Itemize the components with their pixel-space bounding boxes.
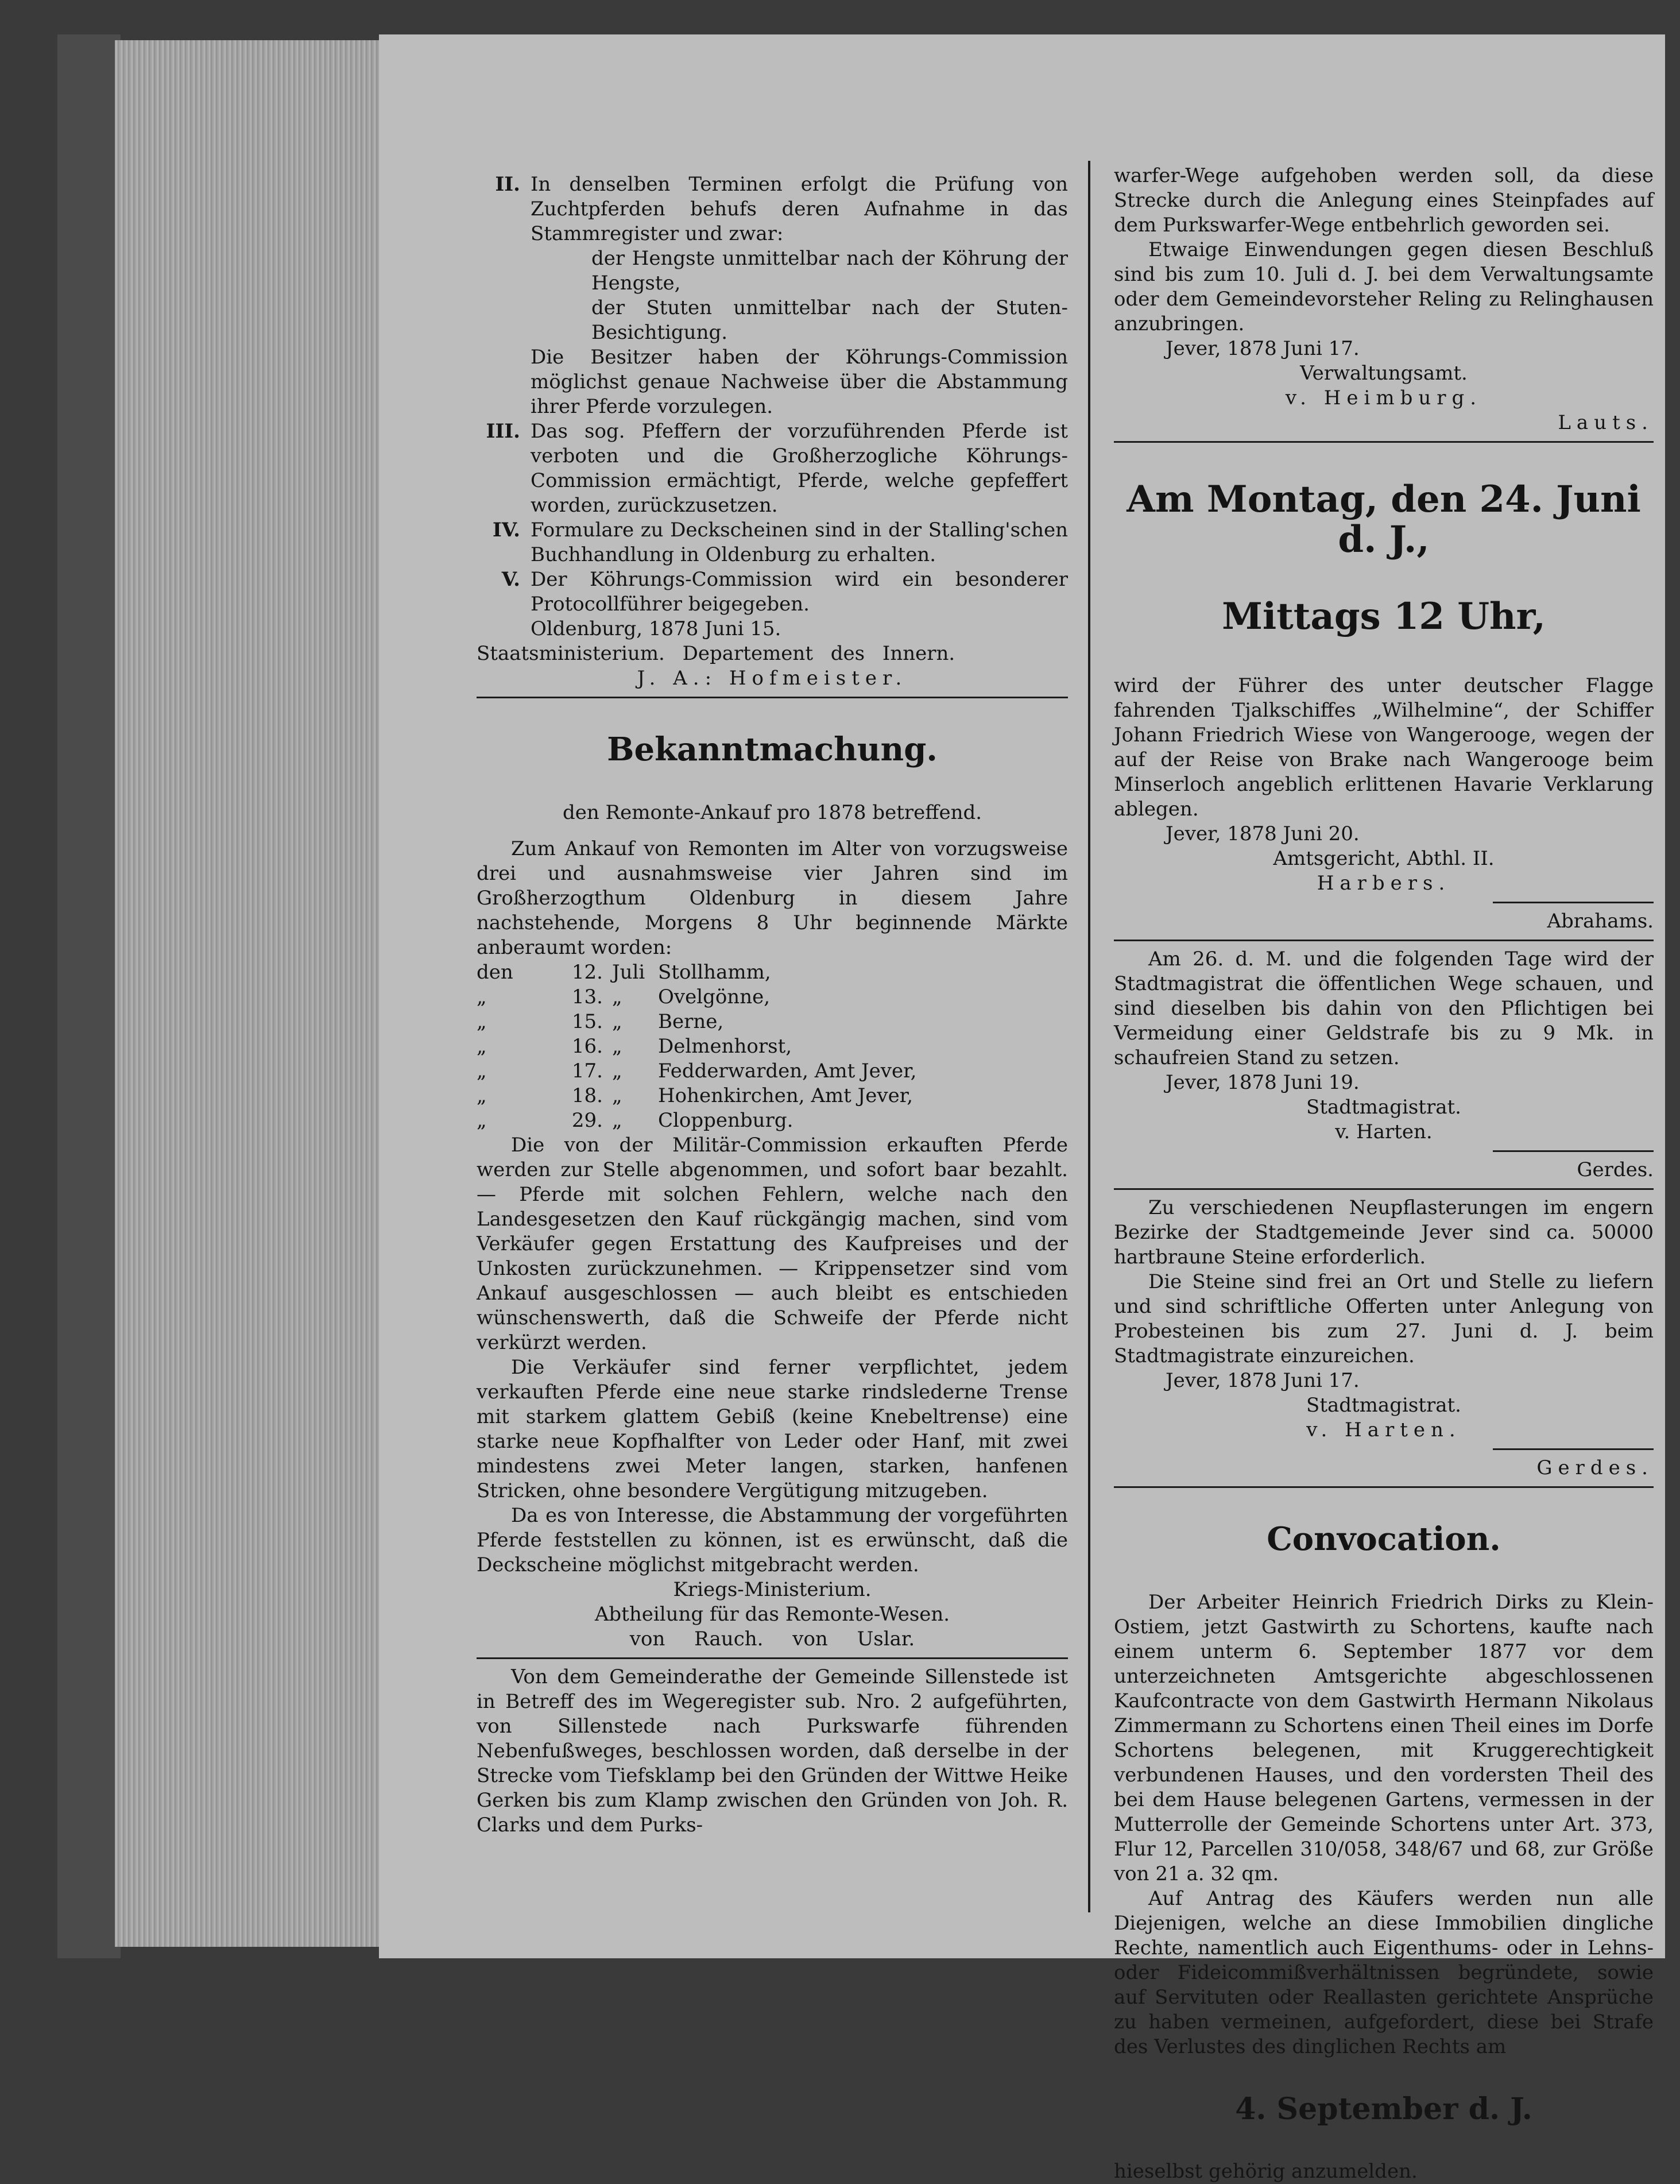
divider (1493, 1448, 1654, 1450)
office-line: Stadtmagistrat. (1306, 1394, 1461, 1417)
market-row (477, 1084, 1068, 1108)
convocation-date: 4. September d. J. (1235, 2092, 1532, 2127)
market-cell: „ (612, 1109, 622, 1132)
owners-paragraph: Die Besitzer haben der Köhrungs-Commission möglichst genaue Nachweise über die Abstammung ihrer Pferde vorzulegen. (531, 346, 1068, 418)
market-cell: „ (477, 1035, 487, 1058)
monday-paragraph: wird der Führer des unter deutscher Flagge fahrenden Tjalkschiffes „Wilhelmine“, der Schiffer Johann Friedrich Wiese von Wangerooge, wegen der auf der Reise von Brake nach Wangerooge beim Minserloch angeblich erlittenen Havarie Verklarung ablegen. (1114, 674, 1654, 821)
divider (1114, 1486, 1654, 1488)
market-cell: Ovelgönne, (658, 985, 771, 1008)
date-line: Jever, 1878 Juni 17. (1166, 1369, 1360, 1392)
signer: v. Heimburg. (1285, 386, 1482, 409)
divider (1114, 940, 1654, 941)
market-cell: Cloppenburg. (658, 1109, 793, 1132)
market-cell: Fedderwarden, Amt Jever, (658, 1060, 917, 1083)
convocation-end: hieselbst gehörig anzumelden. (1114, 2160, 1418, 2183)
market-cell: 18. (571, 1084, 603, 1107)
section-text: In denselben Terminen erfolgt die Prüfung von Zuchtpferden behufs deren Aufnahme in das Stammregister und zwar: (531, 173, 1068, 245)
market-row (477, 1108, 1068, 1133)
section-text: Der Köhrungs-Commission wird ein besonderer Protocollführer beigegeben. (531, 568, 1068, 616)
notice-subtitle: den Remonte-Ankauf pro 1878 betreffend. (562, 801, 982, 824)
notice-title: Bekanntmachung. (607, 730, 938, 768)
market-row (477, 985, 1068, 1010)
signer: J. A.: Hofmeister. (637, 667, 908, 690)
left-column (477, 172, 1068, 1838)
date-line: Jever, 1878 Juni 20. (1166, 822, 1360, 845)
market-cell: „ (477, 985, 487, 1008)
market-list (477, 960, 1068, 1133)
date-line: Jever, 1878 Juni 17. (1166, 337, 1360, 360)
clerk: Abrahams. (1547, 910, 1654, 933)
market-cell: Stollhamm, (658, 961, 771, 984)
market-cell: Delmenhorst, (658, 1035, 792, 1058)
section-ii (477, 172, 1068, 246)
market-row (477, 1059, 1068, 1084)
market-cell: den (477, 961, 513, 984)
clerk: Lauts. (1558, 411, 1654, 434)
market-cell: 12. (571, 961, 603, 984)
notice-intro: Zum Ankauf von Remonten im Alter von vorzugsweise drei und ausnahmsweise vier Jahren sind im Großherzogthum Oldenburg in diesem Jahre nachstehende, Morgens 8 Uhr beginnende Märkte anberaumt worden: (477, 837, 1068, 959)
market-cell: Hohenkirchen, Amt Jever, (658, 1084, 913, 1107)
divider (1114, 441, 1654, 443)
market-cell: „ (477, 1060, 487, 1083)
office-line: Verwaltungsamt. (1300, 362, 1468, 385)
market-row (477, 960, 1068, 985)
clerk: Gerdes. (1577, 1158, 1654, 1181)
market-row (477, 1034, 1068, 1059)
notice-signature: Abtheilung für das Remonte-Wesen. (594, 1603, 950, 1626)
section-number: IV. (492, 519, 520, 542)
right-column (1114, 164, 1654, 2184)
market-cell: „ (477, 1084, 487, 1107)
section-iii (477, 419, 1068, 518)
divider (1114, 1188, 1654, 1190)
monday-headline: Mittags 12 Uhr, (1222, 595, 1546, 638)
market-cell: „ (612, 1010, 622, 1033)
column-rule (1088, 161, 1090, 1912)
market-cell: „ (477, 1010, 487, 1033)
office-line: Stadtmagistrat. (1306, 1096, 1461, 1119)
section-number: V. (501, 568, 520, 591)
roads-paragraph: Am 26. d. M. und die folgenden Tage wird der Stadtmagistrat die öffentlichen Wege schauen, und sind dieselben bis dahin von den Pflichtigen bei Vermeidung einer Geldstrafe bis zu 9 Mk. in schaufreien Stand zu setzen. (1114, 948, 1654, 1069)
book-spine (57, 34, 121, 1958)
clerk: Gerdes. (1536, 1456, 1654, 1479)
section-iv (477, 518, 1068, 567)
convocation-paragraph: Der Arbeiter Heinrich Friedrich Dirks zu Klein-Ostiem, jetzt Gastwirth zu Schortens, kaufte nach einem unterm 6. September 1877 vor dem unterzeichneten Amtsgerichte abgeschlossenen Kaufcontracte von dem Gastwirth Hermann Nikolaus Zimmermann zu Schortens einen Theil eines im Dorfe Schortens belegenen, mit Kruggerechtigkeit verbundenen Hauses, und den vordersten Theil des bei dem Hause belegenen Gartens, vermessen in der Mutterrolle der Gemeinde Schortens unter Art. 373, Flur 12, Parcellen 310/058, 348/67 und 68, zur Größe von 21 a. 32 qm. (1114, 1591, 1654, 1885)
gemeinde-paragraph: Von dem Gemeinderathe der Gemeinde Sillenstede ist in Betreff des im Wegeregister sub. Nro. 2 aufgeführten, von Sillenstede nach Purkswarfe führenden Nebenfußweges, beschlossen worden, daß derselbe in der Strecke vom Tiefsklamp bei den Gründen der Wittwe Heike Gerken bis zum Klamp zwischen den Gründen von Joh. R. Clarks und dem Purks- (477, 1665, 1068, 1837)
monday-headline: Am Montag, den 24. Juni d. J., (1127, 478, 1641, 561)
market-cell: „ (612, 1084, 622, 1107)
divider (1493, 1150, 1654, 1152)
date-line: Jever, 1878 Juni 19. (1166, 1071, 1360, 1094)
market-cell: 13. (571, 985, 603, 1008)
market-cell: Berne, (658, 1010, 724, 1033)
notice-signature: Kriegs-Ministerium. (673, 1578, 872, 1601)
convocation-title: Convocation. (1267, 1520, 1501, 1558)
notice-paragraph: Da es von Interesse, die Abstammung der vorgeführten Pferde feststellen zu können, ist es erwünscht, daß die Deckscheine möglichst mitgebracht werden. (477, 1504, 1068, 1576)
market-row (477, 1010, 1068, 1034)
section-v (477, 567, 1068, 617)
ministry-line: Staatsministerium. Departement des Innern. (477, 642, 955, 665)
continued-paragraph: warfer-Wege aufgehoben werden soll, da diese Strecke durch die Anlegung eines Steinpfades auf dem Purkswarfer-Wege entbehrlich geworden sei. (1114, 164, 1654, 237)
divider (477, 1657, 1068, 1659)
signer: v. Harten. (1335, 1120, 1433, 1143)
stones-paragraph: Zu verschiedenen Neupflasterungen im engern Bezirke der Stadtgemeinde Jever sind ca. 50000 hartbraune Steine erforderlich. (1114, 1196, 1654, 1269)
stallions-line: der Hengste unmittelbar nach der Köhrung der Hengste, (591, 247, 1068, 295)
notice-paragraph: Die von der Militär-Commission erkauften Pferde werden zur Stelle abgenommen, und sofort baar bezahlt. — Pferde mit solchen Fehlern, welche nach den Landesgesetzen den Kauf rückgängig machen, sind vom Verkäufer gegen Erstattung des Kaufpreises und der Unkosten zurückzunehmen. — Krippensetzer sind vom Ankauf ausgeschlossen — auch bleibt es entschieden wünschenswerth, daß die Schweife der Pferde nicht verkürzt werden. (477, 1134, 1068, 1354)
market-cell: 16. (571, 1035, 603, 1058)
market-cell: „ (612, 1060, 622, 1083)
section-number: II. (495, 173, 520, 196)
stones-paragraph: Die Steine sind frei an Ort und Stelle zu liefern und sind schriftliche Offerten unter Anlegung von Probesteinen bis zum 27. Juni d. J. beim Stadtmagistrate einzureichen. (1114, 1270, 1654, 1367)
market-cell: „ (612, 985, 622, 1008)
market-cell: „ (612, 1035, 622, 1058)
convocation-paragraph: Auf Antrag des Käufers werden nun alle Diejenigen, welche an diese Immobilien dingliche Rechte, namentlich auch Eigenthums- oder in Lehns- oder Fideicommißverhältnissen begründete, sowie auf Servituten oder Reallasten gerichtete Ansprüche zu haben vermeinen, aufgefordert, diese bei Strafe des Verlustes des dinglichen Rechts am (1114, 1887, 1654, 2058)
market-cell: 29. (571, 1109, 603, 1132)
notice-paragraph: Die Verkäufer sind ferner verpflichtet, jedem verkauften Pferde eine neue starke rindslederne Trense mit starkem glattem Gebiß (keine Knebeltrense) eine starke neue Kopfhalfter von Leder oder Hanf, mit zwei mindestens zwei Meter langen, starken, hanfenen Stricken, ohne besondere Vergütigung mitzugeben. (477, 1356, 1068, 1502)
signer: Harbers. (1317, 872, 1451, 895)
mares-line: der Stuten unmittelbar nach der Stuten-Besichtigung. (591, 296, 1068, 344)
page-edges (115, 40, 385, 1947)
notice-signature: von Rauch. von Uslar. (629, 1628, 915, 1650)
market-cell: 15. (571, 1010, 603, 1033)
office-line: Amtsgericht, Abthl. II. (1273, 847, 1495, 870)
place-date: Oldenburg, 1878 Juni 15. (531, 617, 781, 640)
signer: v. Harten. (1306, 1418, 1461, 1441)
market-cell: Juli (612, 961, 645, 984)
newspaper-page (379, 34, 1665, 2183)
market-cell: „ (477, 1109, 487, 1132)
section-number: III. (486, 420, 520, 443)
section-text: Formulare zu Deckscheinen sind in der Stalling'schen Buchhandlung in Oldenburg zu erhalten. (531, 519, 1068, 566)
divider (477, 697, 1068, 698)
market-cell: 17. (571, 1060, 603, 1083)
section-text: Das sog. Pfeffern der vorzuführenden Pferde ist verboten und die Großherzogliche Köhrungs-Commission ermächtigt, Pferde, welche gepfeffert worden, zurückzusetzen. (531, 420, 1068, 517)
divider (1493, 902, 1654, 903)
objection-paragraph: Etwaige Einwendungen gegen diesen Beschluß sind bis zum 10. Juli d. J. bei dem Verwaltungsamte oder dem Gemeindevorsteher Reling zu Relinghausen anzubringen. (1114, 238, 1654, 335)
